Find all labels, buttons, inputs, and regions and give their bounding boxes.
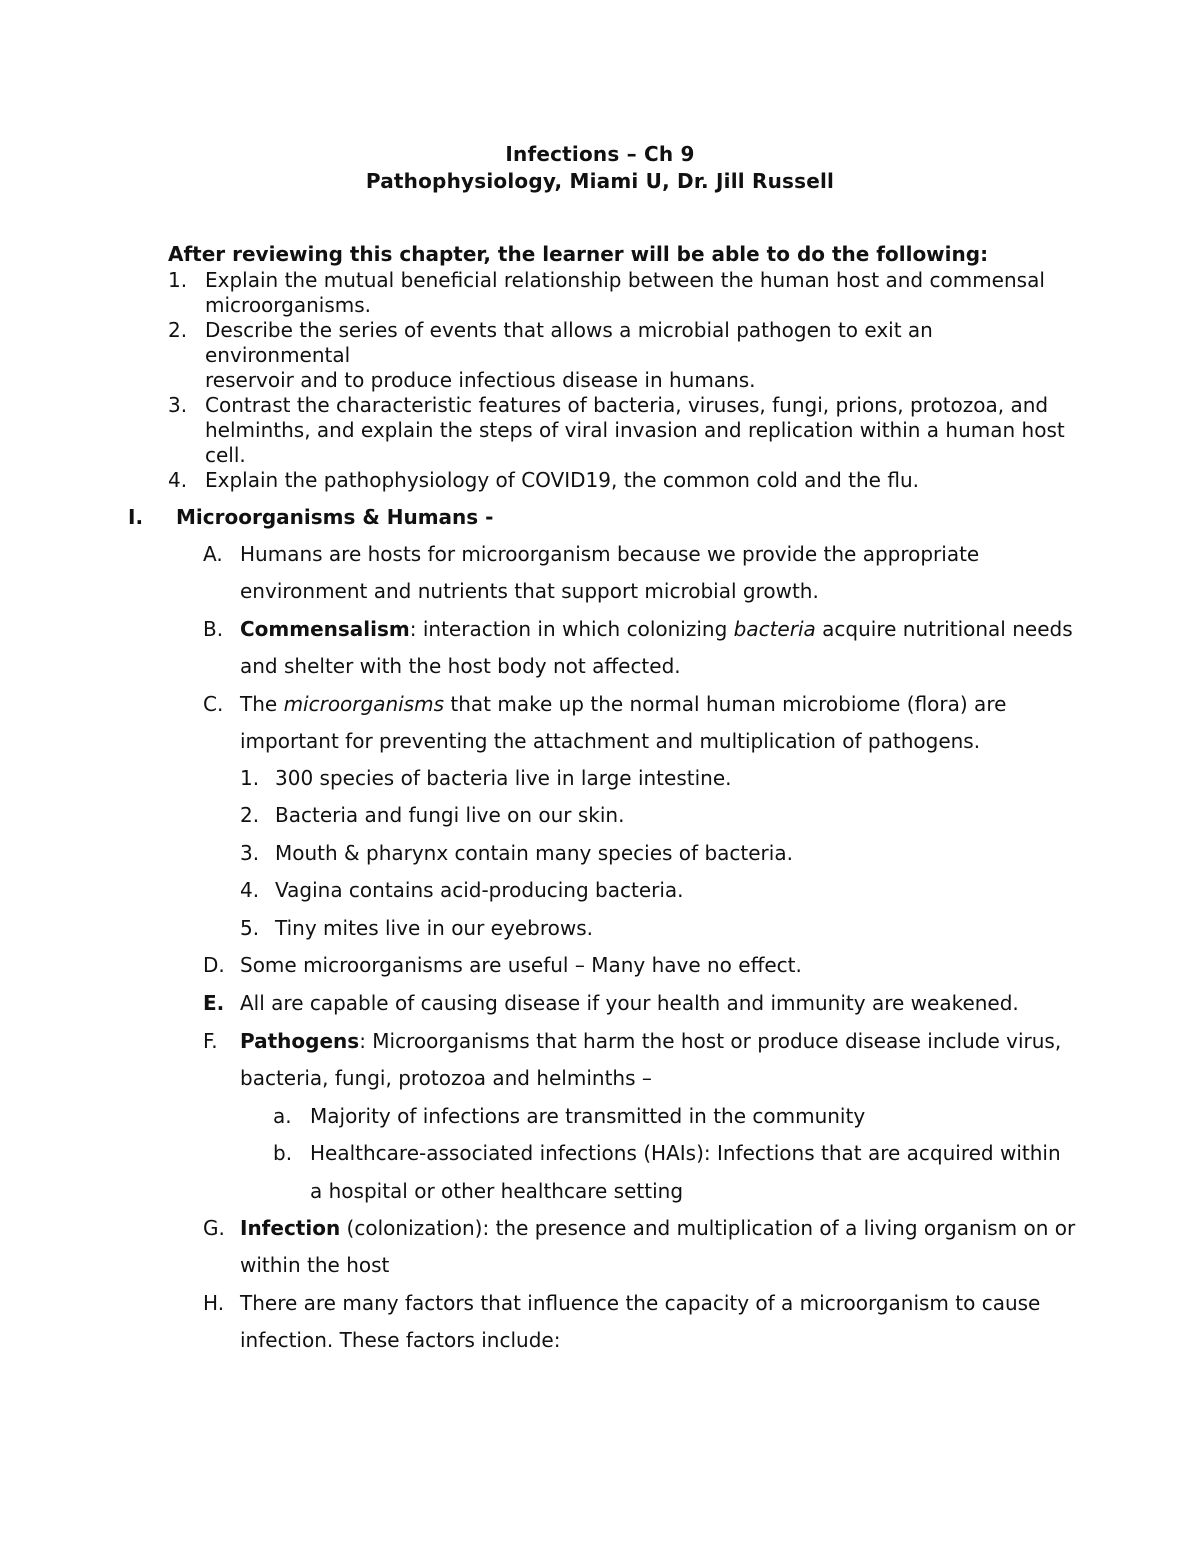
section-title: Microorganisms & Humans - xyxy=(176,505,494,529)
item-text-continued: important for preventing the attachment and multiplication of pathogens. xyxy=(240,729,981,753)
objective-line: reservoir and to produce infectious disease in humans. xyxy=(205,368,756,392)
document-title: Infections – Ch 9 xyxy=(505,142,695,166)
term-infection: Infection xyxy=(240,1216,341,1240)
objective-line: Explain the pathophysiology of COVID19, the common cold and the flu. xyxy=(205,468,919,492)
objective-line: cell. xyxy=(205,443,246,467)
text-part: (colonization): the presence and multiplication of a living organism on or xyxy=(340,1216,1076,1240)
item-label: A. xyxy=(203,542,223,566)
section-number: I. xyxy=(128,505,144,529)
sub-item-text: Majority of infections are transmitted in the community xyxy=(310,1104,866,1128)
item-text: Humans are hosts for microorganism because we provide the appropriate xyxy=(240,542,980,566)
term-pathogens: Pathogens xyxy=(240,1029,360,1053)
item-text: There are many factors that influence the capacity of a microorganism to cause xyxy=(240,1291,1041,1315)
text-part: : interaction in which colonizing xyxy=(409,617,734,641)
objective-line: helminths, and explain the steps of viral invasion and replication within a human host xyxy=(205,418,1065,442)
learning-objectives xyxy=(168,241,1068,493)
sub-item-text: Bacteria and fungi live on our skin. xyxy=(275,803,625,827)
objective-line: microorganisms. xyxy=(205,293,372,317)
sub-item-text: Tiny mites live in our eyebrows. xyxy=(275,916,593,940)
item-label: G. xyxy=(203,1216,225,1240)
sub-item-text: 300 species of bacteria live in large intestine. xyxy=(275,766,732,790)
item-text xyxy=(240,1210,1075,1248)
objective-item xyxy=(168,393,1068,468)
item-label: F. xyxy=(203,1029,218,1053)
text-part: : Microorganisms that harm the host or produce disease include virus, xyxy=(359,1029,1062,1053)
item-label: H. xyxy=(203,1291,225,1315)
item-text-continued: environment and nutrients that support microbial growth. xyxy=(240,579,819,603)
term-commensalism: Commensalism xyxy=(240,617,410,641)
sub-item-letter: b. xyxy=(273,1141,293,1165)
objective-item xyxy=(168,268,1068,318)
item-text: All are capable of causing disease if your health and immunity are weakened. xyxy=(240,991,1019,1015)
text-part: acquire nutritional needs xyxy=(815,617,1073,641)
sub-item-number: 2. xyxy=(240,803,260,827)
item-text xyxy=(240,1023,1061,1061)
item-label: C. xyxy=(203,692,224,716)
item-text-continued: bacteria, fungi, protozoa and helminths – xyxy=(240,1066,652,1090)
sub-item-number: 5. xyxy=(240,916,260,940)
item-label: B. xyxy=(203,617,224,641)
item-text-continued: infection. These factors include: xyxy=(240,1328,561,1352)
objectives-list xyxy=(168,268,1068,493)
section-heading xyxy=(128,503,1088,531)
sub-item-letter: a. xyxy=(273,1104,292,1128)
sub-item-number: 1. xyxy=(240,766,260,790)
sub-item-text-continued: a hospital or other healthcare setting xyxy=(310,1179,684,1203)
section-microorganisms-humans xyxy=(128,503,1088,531)
emphasis-text: bacteria xyxy=(733,617,816,641)
objective-number: 2. xyxy=(168,318,188,342)
sub-item-text: Mouth & pharynx contain many species of bacteria. xyxy=(275,841,793,865)
text-part: that make up the normal human microbiome (flora) are xyxy=(444,692,1007,716)
item-text-continued: within the host xyxy=(240,1253,390,1277)
objective-line: Describe the series of events that allows a microbial pathogen to exit an environmental xyxy=(205,318,933,367)
objective-number: 1. xyxy=(168,268,188,292)
objective-line: Contrast the characteristic features of bacteria, viruses, fungi, prions, protozoa, and xyxy=(205,393,1049,417)
item-label: D. xyxy=(203,953,225,977)
text-part: The xyxy=(240,692,284,716)
objective-item xyxy=(168,468,1068,493)
sub-item-text: Vagina contains acid-producing bacteria. xyxy=(275,878,684,902)
document-subtitle: Pathophysiology, Miami U, Dr. Jill Russell xyxy=(365,169,835,193)
item-text-continued: and shelter with the host body not affected. xyxy=(240,654,681,678)
objectives-heading: After reviewing this chapter, the learner will be able to do the following: xyxy=(168,242,989,266)
emphasis-text: microorganisms xyxy=(283,692,445,716)
objective-number: 4. xyxy=(168,468,188,492)
sub-item-number: 4. xyxy=(240,878,260,902)
sub-item-number: 3. xyxy=(240,841,260,865)
objective-line: Explain the mutual beneficial relationship between the human host and commensal xyxy=(205,268,1045,292)
item-text xyxy=(240,686,1006,724)
objective-item xyxy=(168,318,1068,393)
item-text xyxy=(240,611,1073,649)
item-text: Some microorganisms are useful – Many have no effect. xyxy=(240,953,802,977)
sub-item-text: Healthcare-associated infections (HAIs): Infections that are acquired within xyxy=(310,1141,1061,1165)
objective-number: 3. xyxy=(168,393,188,417)
item-label: E. xyxy=(203,991,225,1015)
